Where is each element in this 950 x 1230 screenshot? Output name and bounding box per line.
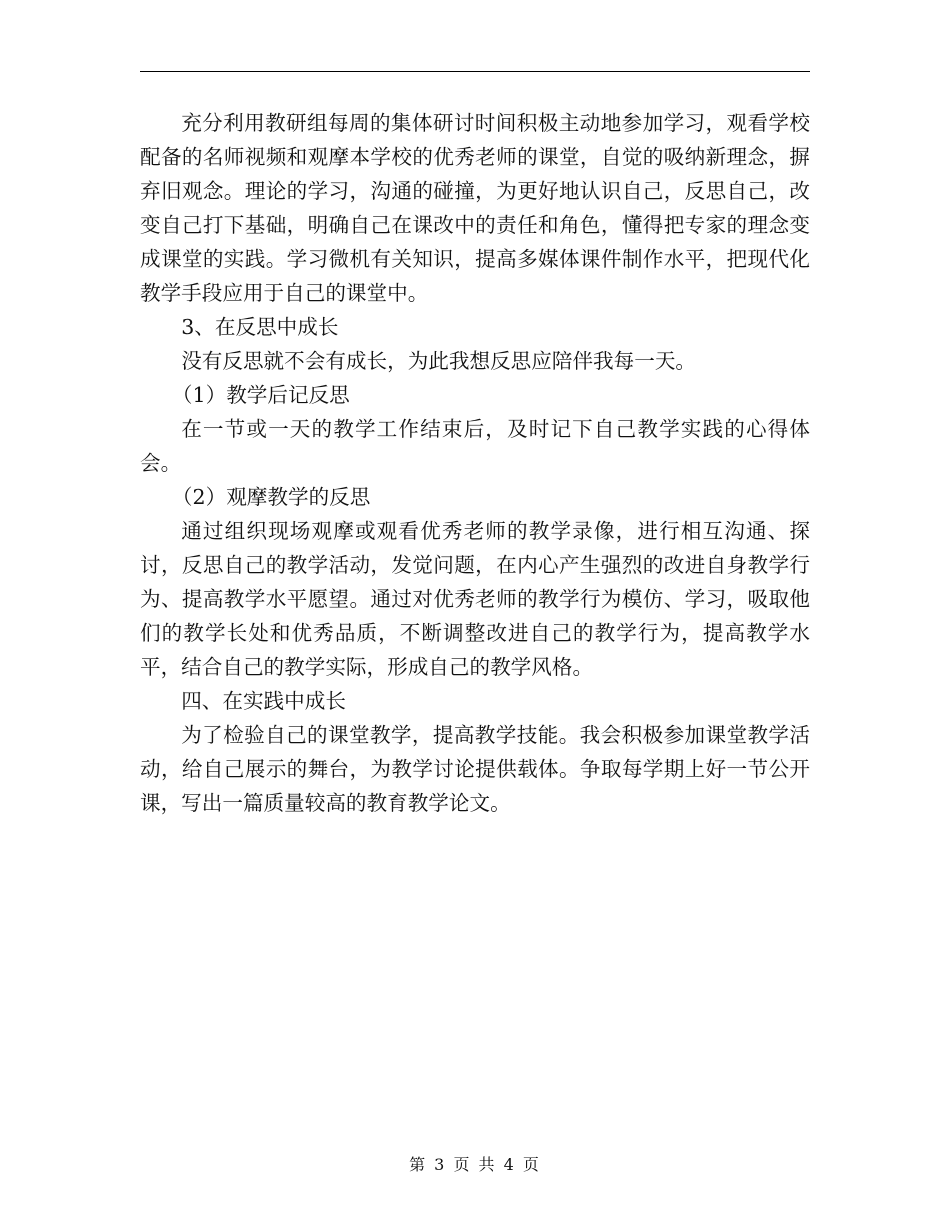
subheading-post-lesson-reflection: （1）教学后记反思	[171, 383, 350, 407]
paragraph-observation-reflection: 通过组织现场观摩或观看优秀老师的教学录像，进行相互沟通、探讨，反思自己的教学活动，发觉问题，在内心产生强烈的改进自身教学行为、提高教学水平愿望。通过对优秀老师的教学行为模仿、学习，吸取他们的教学长处和优秀品质，不断调整改进自己的教学行为，提高教学水平，结合自己的教学实际，形成自己的教学风格。	[140, 519, 810, 679]
paragraph-post-lesson-reflection: 在一节或一天的教学工作结束后，及时记下自己教学实践的心得体会。	[140, 417, 810, 475]
paragraph-study-methods: 充分利用教研组每周的集体研讨时间积极主动地参加学习，观看学校配备的名师视频和观摩本学校的优秀老师的课堂，自觉的吸纳新理念，摒弃旧观念。理论的学习，沟通的碰撞，为更好地认识自己，反思自己，改变自己打下基础，明确自己在课改中的责任和角色，懂得把专家的理念变成课堂的实践。学习微机有关知识，提高多媒体课件制作水平，把现代化教学手段应用于自己的课堂中。	[140, 111, 810, 305]
subheading-observation-reflection: （2）观摩教学的反思	[171, 485, 371, 509]
header-rule	[140, 71, 810, 72]
section-heading-practice: 四、在实践中成长	[181, 689, 346, 713]
page-number-footer: 第 3 页 共 4 页	[409, 1155, 541, 1174]
paragraph-reflection-intro: 没有反思就不会有成长，为此我想反思应陪伴我每一天。	[181, 349, 697, 373]
section-heading-reflection: 3、在反思中成长	[181, 315, 339, 339]
paragraph-practice: 为了检验自己的课堂教学，提高教学技能。我会积极参加课堂教学活动，给自己展示的舞台，为教学讨论提供载体。争取每学期上好一节公开课，写出一篇质量较高的教育教学论文。	[140, 723, 810, 815]
document-body	[140, 106, 810, 820]
